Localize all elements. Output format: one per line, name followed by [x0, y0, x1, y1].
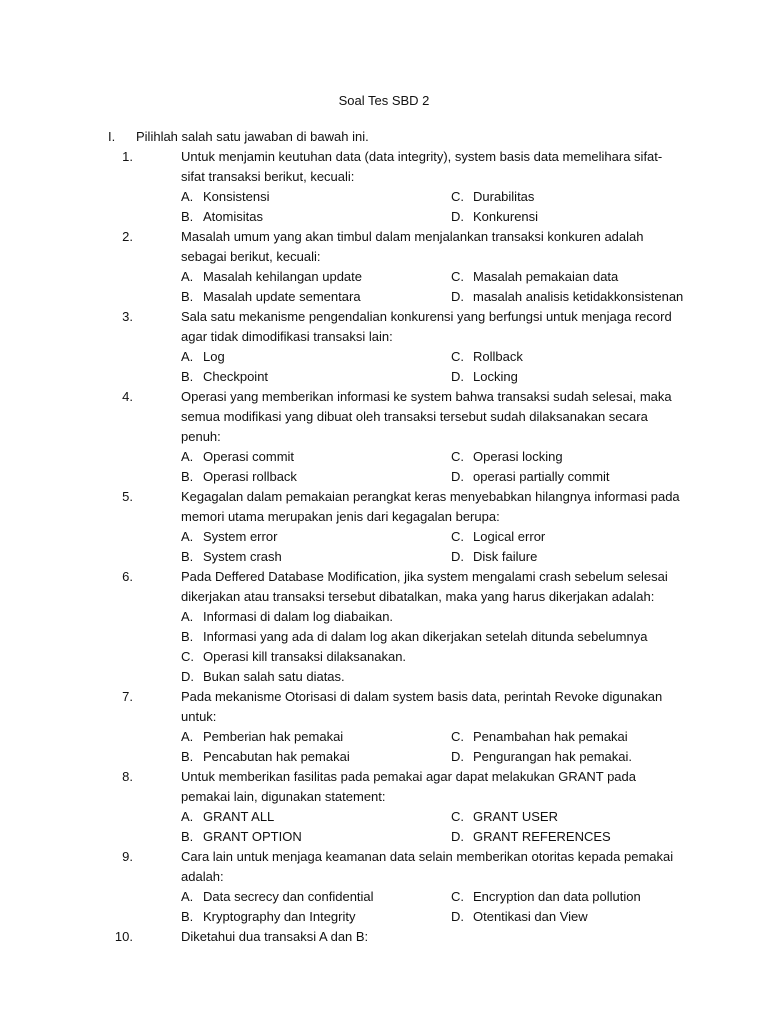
option-text: Informasi di dalam log diabaikan.	[203, 609, 394, 624]
option-text: operasi partially commit	[473, 469, 610, 484]
option-text: Informasi yang ada di dalam log akan dikerjakan setelah ditunda sebelumnya	[203, 629, 648, 644]
question-text: Untuk menjamin keutuhan data (data integrity), system basis data memelihara sifat-sifat transaksi berikut, kecuali:	[181, 149, 663, 184]
option-letter: D.	[451, 749, 464, 764]
question-number: 1.	[122, 149, 133, 164]
question-text: Untuk memberikan fasilitas pada pemakai agar dapat melakukan GRANT pada pemakai lain, digunakan statement:	[181, 769, 636, 804]
answer-option	[451, 827, 681, 847]
answer-option	[451, 367, 681, 387]
question-text: Diketahui dua transaksi A dan B:	[181, 929, 369, 944]
answer-options	[181, 347, 688, 387]
option-text: Logical error	[473, 529, 546, 544]
option-text: masalah analisis ketidakkonsistenan	[473, 289, 684, 304]
option-text: GRANT ALL	[203, 809, 275, 824]
section-number: I.	[108, 129, 116, 144]
answer-option	[181, 827, 451, 847]
question-number: 2.	[122, 229, 133, 244]
option-text: Operasi commit	[203, 449, 295, 464]
question-number: 9.	[122, 849, 133, 864]
option-text: Pencabutan hak pemakai	[203, 749, 350, 764]
option-text: Bukan salah satu diatas.	[203, 669, 345, 684]
option-letter: B.	[181, 469, 194, 484]
option-letter: B.	[181, 909, 194, 924]
option-text: Checkpoint	[203, 369, 269, 384]
document-title: Soal Tes SBD 2	[338, 93, 430, 108]
answer-option	[451, 347, 681, 367]
option-text: Operasi kill transaksi dilaksanakan.	[203, 649, 407, 664]
option-text: Kryptography dan Integrity	[203, 909, 356, 924]
option-text: Operasi rollback	[203, 469, 297, 484]
answer-option	[451, 447, 681, 467]
answer-option	[181, 367, 451, 387]
question-text: Masalah umum yang akan timbul dalam menjalankan transaksi konkuren adalah sebagai berikut, kecuali:	[181, 229, 644, 264]
answer-option	[181, 187, 451, 207]
question-item	[108, 927, 688, 947]
answer-options	[181, 727, 688, 767]
option-text: Masalah pemakaian data	[473, 269, 619, 284]
option-text: Log	[203, 349, 225, 364]
option-letter: D.	[451, 909, 464, 924]
answer-options	[181, 527, 688, 567]
option-letter: A.	[181, 529, 194, 544]
answer-option	[451, 887, 681, 907]
option-text: Disk failure	[473, 549, 538, 564]
question-number: 5.	[122, 489, 133, 504]
answer-option	[451, 187, 681, 207]
question-item	[108, 147, 688, 227]
answer-option	[181, 347, 451, 367]
question-number: 7.	[122, 689, 133, 704]
option-letter: D.	[451, 209, 464, 224]
option-text: Penambahan hak pemakai	[473, 729, 628, 744]
option-letter: A.	[181, 729, 194, 744]
option-text: GRANT USER	[473, 809, 558, 824]
answer-options	[181, 887, 688, 927]
answer-option	[451, 207, 681, 227]
question-number: 4.	[122, 389, 133, 404]
question-number: 6.	[122, 569, 133, 584]
question-text: Cara lain untuk menjaga keamanan data selain memberikan otoritas kepada pemakai adalah:	[181, 849, 674, 884]
option-text: System crash	[203, 549, 282, 564]
option-text: Masalah update sementara	[203, 289, 361, 304]
option-text: Rollback	[473, 349, 523, 364]
answer-option	[451, 527, 681, 547]
question-item	[108, 687, 688, 767]
option-letter: A.	[181, 889, 194, 904]
question-item	[108, 307, 688, 387]
option-text: Pemberian hak pemakai	[203, 729, 344, 744]
question-text: Sala satu mekanisme pengendalian konkurensi yang berfungsi untuk menjaga record agar tidak dimodifikasi transaksi lain:	[181, 309, 672, 344]
answer-option	[181, 287, 451, 307]
option-letter: A.	[181, 189, 194, 204]
option-letter: A.	[181, 449, 194, 464]
answer-option	[181, 547, 451, 567]
question-item	[108, 387, 688, 487]
option-letter: B.	[181, 369, 194, 384]
question-item	[108, 227, 688, 307]
answer-option	[181, 207, 451, 227]
answer-options	[181, 607, 688, 687]
answer-option	[181, 887, 451, 907]
option-text: Pengurangan hak pemakai.	[473, 749, 633, 764]
question-number: 8.	[122, 769, 133, 784]
option-letter: D.	[451, 829, 464, 844]
answer-option	[181, 607, 681, 627]
option-letter: D.	[451, 289, 464, 304]
answer-option	[181, 807, 451, 827]
answer-option	[181, 467, 451, 487]
option-text: Konkurensi	[473, 209, 539, 224]
option-text: Data secrecy dan confidential	[203, 889, 374, 904]
option-text: Otentikasi dan View	[473, 909, 588, 924]
option-text: Atomisitas	[203, 209, 263, 224]
option-letter: C.	[451, 189, 464, 204]
answer-options	[181, 447, 688, 487]
answer-option	[451, 907, 681, 927]
answer-option	[451, 727, 681, 747]
answer-option	[181, 727, 451, 747]
answer-option	[451, 547, 681, 567]
answer-option	[181, 447, 451, 467]
question-text: Pada Deffered Database Modification, jika system mengalami crash sebelum selesai dikerjakan atau transaksi tersebut dibatalkan, maka yang harus dikerjakan adalah:	[181, 569, 668, 604]
question-text: Pada mekanisme Otorisasi di dalam system basis data, perintah Revoke digunakan untuk:	[181, 689, 663, 724]
option-text: Locking	[473, 369, 518, 384]
option-text: Operasi locking	[473, 449, 563, 464]
question-text: Kegagalan dalam pemakaian perangkat keras menyebabkan hilangnya informasi pada memori utama merupakan jenis dari kegagalan berupa:	[181, 489, 680, 524]
answer-option	[451, 287, 684, 307]
answer-option	[451, 267, 681, 287]
option-text: Encryption dan data pollution	[473, 889, 641, 904]
option-letter: B.	[181, 549, 194, 564]
answer-option	[181, 747, 451, 767]
answer-option	[181, 647, 681, 667]
option-letter: C.	[181, 649, 194, 664]
option-text: GRANT REFERENCES	[473, 829, 611, 844]
question-text: Operasi yang memberikan informasi ke system bahwa transaksi sudah selesai, maka semua modifikasi yang dibuat oleh transaksi tersebut sudah dilaksanakan secara penuh:	[181, 389, 672, 444]
option-letter: C.	[451, 529, 464, 544]
option-letter: C.	[451, 449, 464, 464]
answer-option	[451, 747, 681, 767]
answer-options	[181, 187, 688, 227]
question-item	[108, 767, 688, 847]
option-letter: A.	[181, 349, 194, 364]
option-text: System error	[203, 529, 278, 544]
answer-option	[451, 467, 681, 487]
answer-options	[181, 807, 688, 847]
question-number: 10.	[114, 929, 133, 944]
option-letter: B.	[181, 289, 194, 304]
option-text: Konsistensi	[203, 189, 270, 204]
answer-options	[181, 267, 688, 307]
question-number: 3.	[122, 309, 133, 324]
option-letter: A.	[181, 269, 194, 284]
option-letter: C.	[451, 729, 464, 744]
option-letter: D.	[451, 469, 464, 484]
option-letter: C.	[451, 889, 464, 904]
question-list	[108, 147, 688, 947]
option-letter: A.	[181, 809, 194, 824]
option-letter: B.	[181, 209, 194, 224]
option-text: GRANT OPTION	[203, 829, 302, 844]
answer-option	[181, 527, 451, 547]
option-text: Masalah kehilangan update	[203, 269, 363, 284]
option-letter: D.	[181, 669, 194, 684]
option-letter: B.	[181, 629, 194, 644]
answer-option	[181, 627, 681, 647]
answer-option	[181, 667, 681, 687]
section-instruction: Pilihlah salah satu jawaban di bawah ini.	[136, 129, 369, 144]
option-letter: C.	[451, 349, 464, 364]
answer-option	[181, 267, 451, 287]
option-letter: D.	[451, 549, 464, 564]
question-item	[108, 487, 688, 567]
option-letter: D.	[451, 369, 464, 384]
option-letter: C.	[451, 809, 464, 824]
option-letter: B.	[181, 749, 194, 764]
section-1	[108, 127, 688, 944]
section-header	[108, 127, 688, 147]
option-text: Durabilitas	[473, 189, 535, 204]
option-letter: C.	[451, 269, 464, 284]
answer-option	[181, 907, 451, 927]
question-item	[108, 567, 688, 687]
option-letter: B.	[181, 829, 194, 844]
option-letter: A.	[181, 609, 194, 624]
question-item	[108, 847, 688, 927]
answer-option	[451, 807, 681, 827]
